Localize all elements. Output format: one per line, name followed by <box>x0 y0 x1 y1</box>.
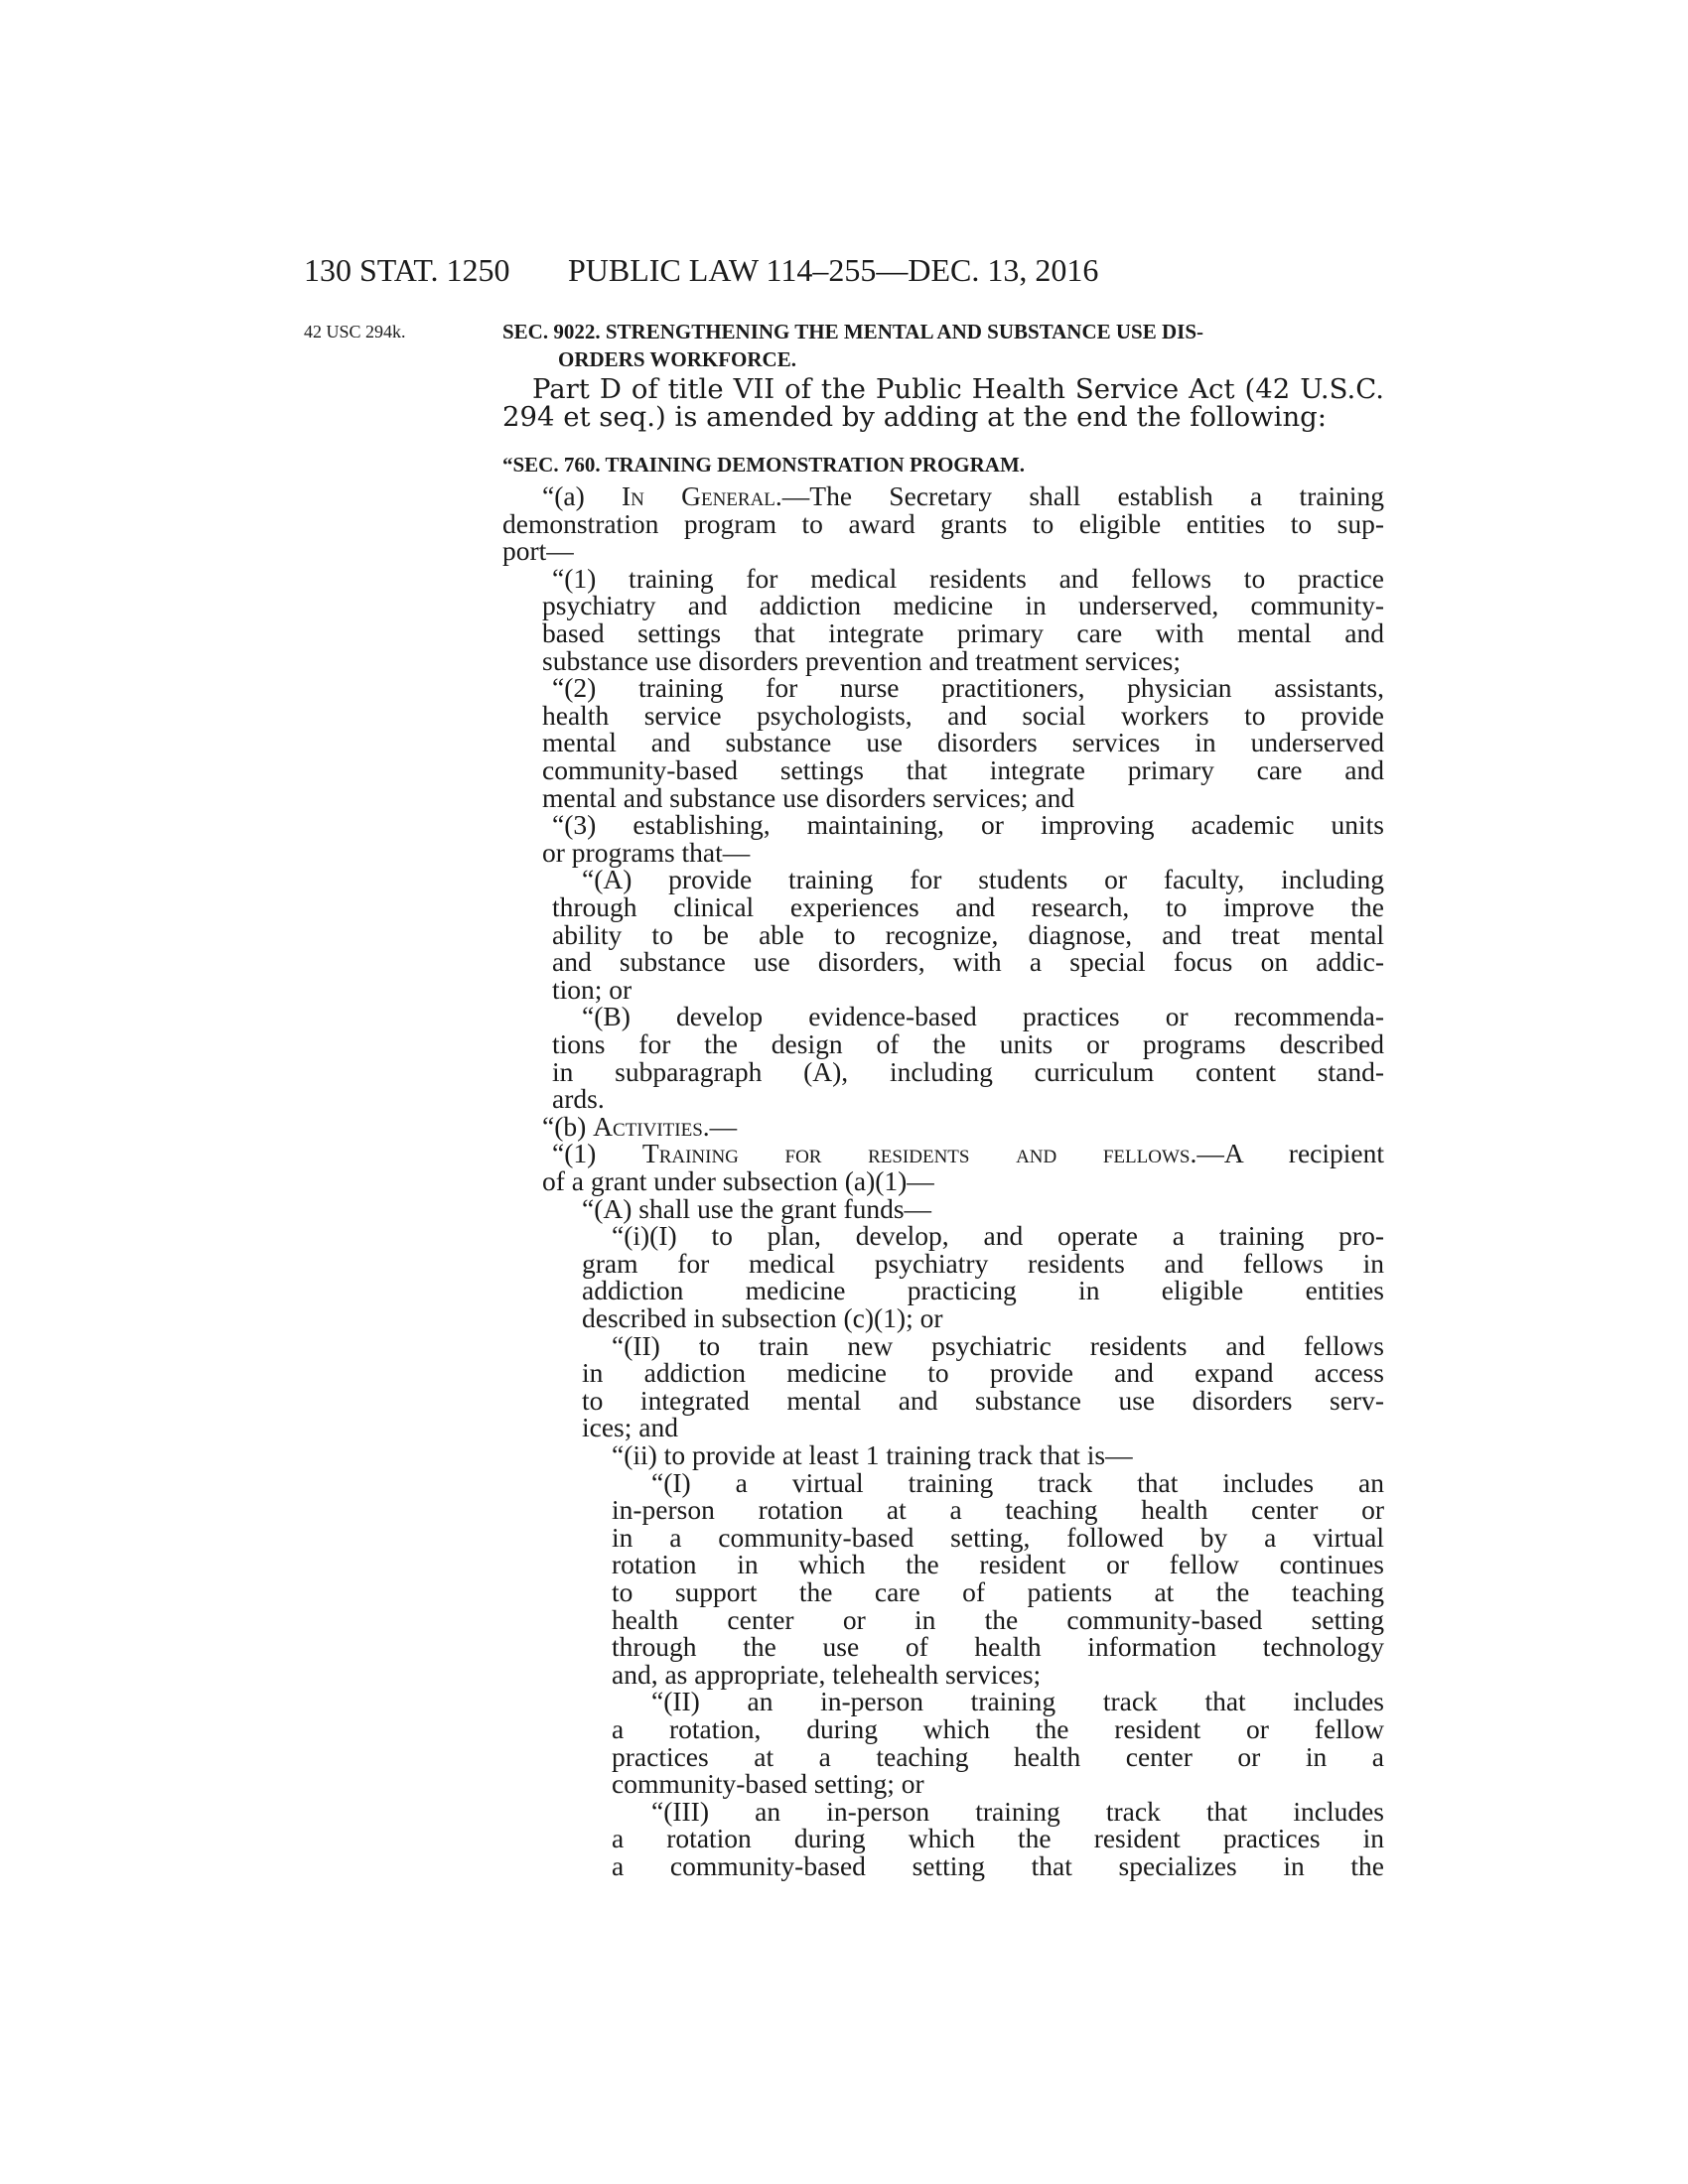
text-line <box>612 1222 1384 1250</box>
text-line-lead: in a community-based setting, followed by a virtual <box>612 1521 1384 1553</box>
text-line-lead: to support the care of patients at the teaching <box>612 1576 1384 1607</box>
text-line <box>612 1715 1384 1743</box>
intro-line-2: 294 et seq.) is amended by adding at the end the following: <box>502 401 1328 433</box>
text-line <box>612 1633 1384 1661</box>
text-line-lead: rotation in which the resident or fellow continues <box>612 1549 1384 1580</box>
text-line <box>542 729 1384 756</box>
text-line <box>542 619 1384 647</box>
text-line <box>552 893 1384 921</box>
text-line <box>542 644 1384 676</box>
text-line-lead: through the use of health information technology <box>612 1631 1384 1663</box>
text-line <box>582 1277 1384 1304</box>
text-line-lead: based settings that integrate primary care with mental and <box>542 617 1384 648</box>
text-line-lead: “(B) develop evidence-based practices or recommenda- <box>582 1001 1384 1032</box>
text-line <box>612 1770 1384 1798</box>
text-line <box>582 1384 1384 1416</box>
text-line-lead: “(a) <box>542 480 622 511</box>
text-line <box>542 699 1384 731</box>
text-line-lead: a rotation, during which the resident or fellow <box>612 1713 1384 1744</box>
text-line <box>612 1603 1384 1635</box>
text-line-lead: mental and substance use disorders services; and <box>542 781 1075 813</box>
text-line-lead: to integrated mental and substance use disorders serv- <box>582 1384 1384 1416</box>
stat-page-number: 130 STAT. 1250 <box>304 252 510 288</box>
text-line-lead: ards. <box>552 1083 605 1115</box>
text-line-lead: “(b) <box>542 1110 594 1142</box>
text-line <box>542 836 1384 868</box>
section-heading <box>502 318 1384 373</box>
text-line-lead: “(I) a virtual training track that includes an <box>651 1466 1384 1498</box>
text-line-lead: or programs that— <box>542 836 751 868</box>
text-line <box>542 592 1384 619</box>
text-line <box>542 781 1384 813</box>
text-line-lead: addiction medicine practicing in eligible entities <box>582 1275 1384 1306</box>
text-line <box>612 1740 1384 1772</box>
text-line <box>552 948 1384 976</box>
text-line-heading: Activities <box>593 1110 703 1142</box>
text-line <box>552 1055 1384 1087</box>
text-line-lead: tions for the design of the units or programs described <box>552 1028 1384 1059</box>
text-line <box>552 1140 1384 1167</box>
text-line <box>612 1852 1384 1880</box>
text-line <box>651 1795 1384 1827</box>
text-line-lead: community-based settings that integrate primary care and <box>542 754 1384 785</box>
text-line <box>612 1578 1384 1606</box>
text-line-rest: .—A recipient <box>1190 1138 1384 1169</box>
text-line <box>582 1359 1384 1387</box>
text-line-rest: .— <box>702 1110 738 1142</box>
public-law-citation: PUBLIC LAW 114–255—DEC. 13, 2016 <box>568 252 1099 288</box>
text-line-lead: ices; and <box>582 1412 678 1443</box>
text-line <box>552 811 1384 839</box>
text-line <box>552 674 1384 702</box>
text-line <box>582 866 1384 893</box>
text-line <box>612 1825 1384 1852</box>
text-line-lead: described in subsection (c)(1); or <box>582 1302 943 1333</box>
text-line <box>542 482 1384 510</box>
text-line-lead: “(A) shall use the grant funds— <box>582 1192 932 1224</box>
text-line-lead: in addiction medicine to provide and expand access <box>582 1357 1384 1389</box>
text-line <box>612 1441 1384 1469</box>
margin-note-usc: 42 USC 294k. <box>304 322 406 341</box>
text-line-lead: port— <box>502 535 574 567</box>
text-line-lead: “(2) training for nurse practitioners, physician assistants, <box>552 672 1384 704</box>
text-line <box>552 1030 1384 1058</box>
text-line <box>651 1688 1384 1715</box>
text-line-lead: practices at a teaching health center or in a <box>612 1740 1384 1772</box>
text-line <box>582 1003 1384 1030</box>
text-line <box>502 507 1384 539</box>
text-line-lead: “(II) to train new psychiatric residents and fellows <box>612 1329 1384 1361</box>
text-line <box>612 1329 1384 1361</box>
text-line <box>582 1247 1384 1279</box>
text-line-lead: a rotation during which the resident practices in <box>612 1823 1384 1854</box>
text-line-lead: mental and substance use disorders services in underserved <box>542 727 1384 758</box>
text-line-lead: health center or in the community-based setting <box>612 1603 1384 1635</box>
text-line-lead: demonstration program to award grants to eligible entities to sup- <box>502 507 1384 539</box>
text-line <box>552 1085 1384 1113</box>
text-line-lead: substance use disorders prevention and treatment services; <box>542 644 1181 676</box>
text-line-lead: in subparagraph (A), including curriculum content stand- <box>552 1055 1384 1087</box>
text-line-lead: a community-based setting that specializes in the <box>612 1850 1384 1881</box>
text-line-lead: gram for medical psychiatry residents and fellows in <box>582 1247 1384 1279</box>
text-line <box>582 1304 1384 1332</box>
text-line <box>612 1551 1384 1578</box>
text-line-lead: “(A) provide training for students or faculty, including <box>582 864 1384 895</box>
text-line-lead: tion; or <box>552 973 633 1005</box>
text-line-lead: through clinical experiences and research, to improve the <box>552 891 1384 922</box>
text-line-lead: of a grant under subsection (a)(1)— <box>542 1165 934 1196</box>
running-header <box>304 252 1362 292</box>
text-line <box>552 562 1384 594</box>
text-line <box>582 1414 1384 1441</box>
text-line <box>542 1167 1384 1195</box>
text-line <box>502 537 1384 565</box>
section-heading-line-1: SEC. 9022. STRENGTHENING THE MENTAL AND SUBSTANCE USE DIS- <box>502 320 1204 343</box>
text-line-lead: “(1) <box>552 1138 642 1169</box>
text-line <box>612 1658 1384 1690</box>
text-line-lead: and substance use disorders, with a special focus on addic- <box>552 946 1384 978</box>
subsection-heading: “SEC. 760. TRAINING DEMONSTRATION PROGRAM. <box>502 453 1026 477</box>
text-line-lead: “(II) an in-person training track that includes <box>651 1686 1384 1717</box>
text-line-lead: “(III) an in-person training track that includes <box>651 1795 1384 1827</box>
section-heading-line-2: ORDERS WORKFORCE. <box>558 347 796 371</box>
text-line <box>552 973 1384 1005</box>
text-line-lead: “(ii) to provide at least 1 training track that is— <box>612 1439 1133 1470</box>
text-line-lead: health service psychologists, and social workers to provide <box>542 699 1384 731</box>
text-line-heading: In General <box>621 480 775 511</box>
text-line <box>651 1466 1384 1498</box>
text-line-lead: “(1) training for medical residents and fellows to practice <box>552 562 1384 594</box>
text-line-lead: in-person rotation at a teaching health center or <box>612 1494 1384 1526</box>
text-line <box>542 756 1384 784</box>
text-line <box>612 1496 1384 1524</box>
text-line-lead: “(i)(I) to plan, develop, and operate a training pro- <box>612 1220 1384 1252</box>
intro-line-1: Part D of title VII of the Public Health Service Act (42 U.S.C. <box>532 373 1384 405</box>
text-line <box>542 1110 1384 1142</box>
text-line-lead: psychiatry and addiction medicine in underserved, community- <box>542 590 1384 621</box>
text-line-heading: Training for residents and fellows <box>641 1138 1191 1169</box>
text-line <box>612 1521 1384 1553</box>
text-line <box>582 1192 1384 1224</box>
text-line-lead: “(3) establishing, maintaining, or improving academic units <box>552 809 1384 841</box>
text-line-lead: community-based setting; or <box>612 1768 924 1800</box>
text-line-lead: and, as appropriate, telehealth services; <box>612 1658 1042 1690</box>
text-line-lead: ability to be able to recognize, diagnose, and treat mental <box>552 918 1384 950</box>
text-line-rest: .—The Secretary shall establish a training <box>774 480 1385 511</box>
text-line <box>552 918 1384 950</box>
